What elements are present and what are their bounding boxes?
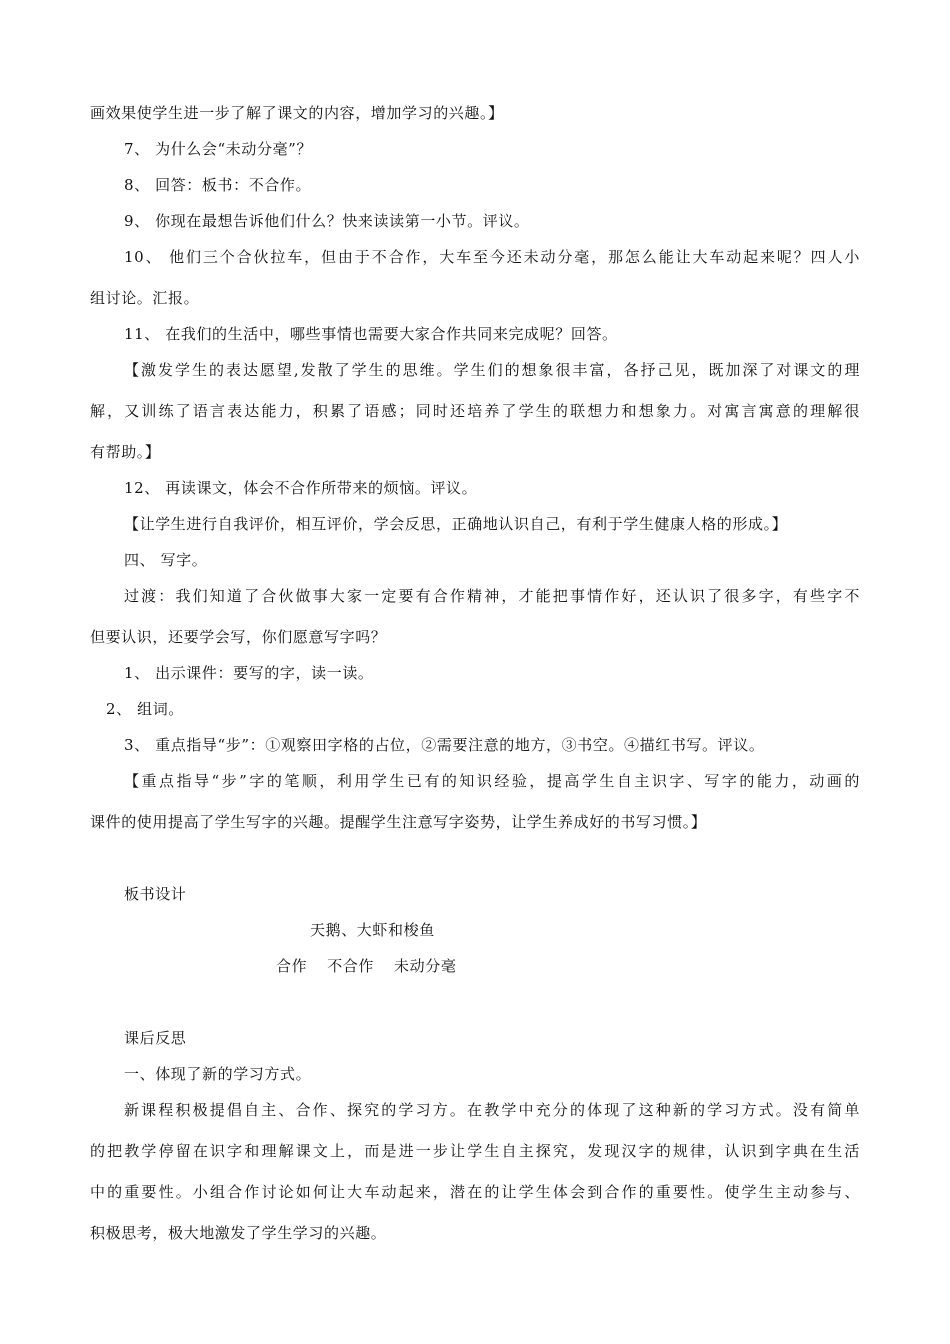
text-line: 积极思考，极大地激发了学生学习的兴趣。 — [90, 1224, 387, 1242]
reflection-paragraph: 新课程积极提倡自主、合作、探究的学习方。在教学中充分的体现了这种新的学习方式。没有简单 — [124, 1101, 860, 1119]
comment-paragraph: 【让学生进行自我评价，相互评价，学会反思，正确地认识自己，有利于学生健康人格的形成。】 — [124, 515, 788, 533]
list-item-10: 10、 他们三个合伙拉车，但由于不合作，大车至今还未动分毫，那怎么能让大车动起来呢？四人小 — [124, 248, 860, 266]
text-line: 但要认识，还要学会写，你们愿意写字吗？ — [90, 628, 387, 646]
list-item-1: 1、 出示课件：要写的字，读一读。 — [124, 664, 374, 682]
reflection-heading: 课后反思 — [124, 1029, 187, 1047]
text-line: 画效果使学生进一步了解了课文的内容，增加学习的兴趣。】 — [90, 104, 504, 122]
text-line: 有帮助。】 — [90, 443, 161, 461]
board-word: 合作 — [276, 957, 308, 975]
list-item-2: 2、 组词。 — [106, 700, 184, 718]
board-word: 未动分毫 — [394, 957, 457, 975]
comment-paragraph: 【重点指导“步”字的笔顺，利用学生已有的知识经验，提高学生自主识字、写字的能力，动画的 — [124, 772, 860, 790]
board-word: 不合作 — [327, 957, 375, 975]
board-title: 天鹅、大虾和梭鱼 — [310, 921, 435, 939]
list-item-9: 9、 你现在最想告诉他们什么？快来读读第一小节。评议。 — [124, 212, 530, 230]
board-words — [276, 956, 456, 976]
list-item-12: 12、 再读课文，体会不合作所带来的烦恼。评议。 — [124, 479, 478, 497]
board-design-heading: 板书设计 — [124, 885, 187, 903]
text-line: 组讨论。汇报。 — [90, 289, 200, 307]
list-item-3: 3、 重点指导“步”：①观察田字格的占位，②需要注意的地方，③书空。④描红书写。评议。 — [124, 736, 765, 754]
list-item-11: 11、 在我们的生活中，哪些事情也需要大家合作共同来完成呢？回答。 — [124, 325, 618, 343]
transition-paragraph: 过渡：我们知道了合伙做事大家一定要有合作精神，才能把事情作好，还认识了很多字，有些字不 — [124, 587, 860, 605]
text-line: 的把教学停留在识字和理解课文上，而是进一步让学生自主探究，发现汉字的规律，认识到字典在生活 — [90, 1142, 860, 1160]
reflection-point: 一、体现了新的学习方式。 — [124, 1065, 312, 1083]
list-item-8: 8、 回答：板书：不合作。 — [124, 176, 312, 194]
section-heading: 四、 写字。 — [124, 551, 208, 569]
text-line: 课件的使用提高了学生写字的兴趣。提醒学生注意写字姿势，让学生养成好的书写习惯。】 — [90, 813, 707, 831]
text-line: 解，又训练了语言表达能力，积累了语感；同时还培养了学生的联想力和想象力。对寓言寓意的理解很 — [90, 402, 860, 420]
text-line: 中的重要性。小组合作讨论如何让大车动起来，潜在的让学生体会到合作的重要性。使学生主动参与、 — [90, 1183, 860, 1201]
list-item-7: 7、 为什么会“未动分毫”？ — [124, 140, 313, 158]
comment-paragraph: 【激发学生的表达愿望,发散了学生的思维。学生们的想象很丰富，各抒己见，既加深了对课文的理 — [124, 361, 860, 379]
